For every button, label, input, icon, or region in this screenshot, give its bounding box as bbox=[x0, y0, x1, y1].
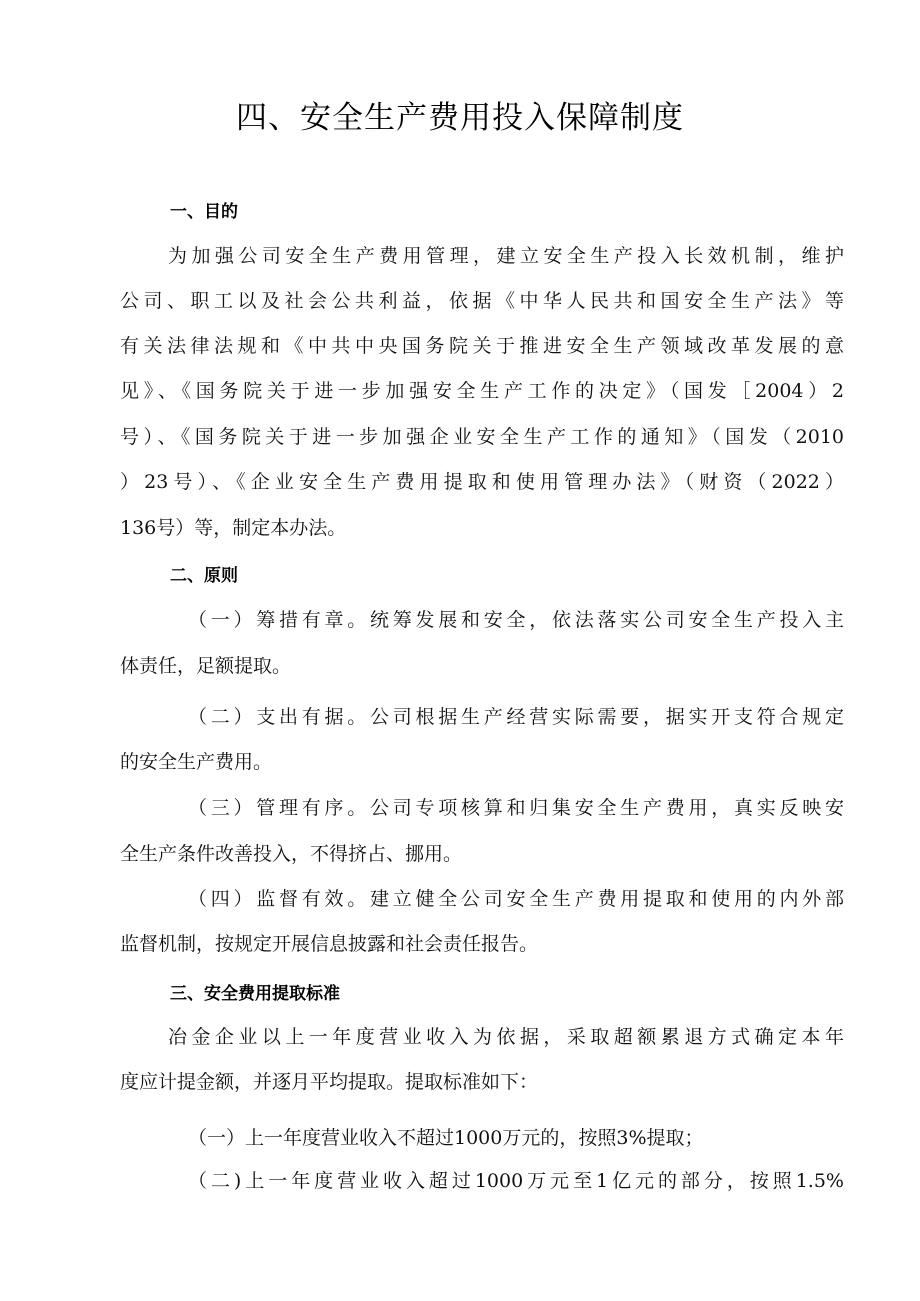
paragraph-line: 为加强公司安全生产费用管理，建立安全生产投入长效机制，维护 bbox=[168, 245, 844, 267]
paragraph-line: 冶金企业以上一年度营业收入为依据，采取超额累退方式确定本年 bbox=[168, 1026, 844, 1048]
section-heading-purpose: 一、目的 bbox=[170, 202, 238, 222]
paragraph-line: 号）、《国务院关于进一步加强企业安全生产工作的通知》（国发（2010 bbox=[120, 426, 844, 448]
paragraph-line: 体责任，足额提取。 bbox=[120, 655, 292, 677]
section-heading-principles: 二、原则 bbox=[170, 566, 238, 586]
paragraph-line: （二）支出有据。公司根据生产经营实际需要，据实开支符合规定 bbox=[188, 706, 844, 728]
paragraph-line: （四）监督有效。建立健全公司安全生产费用提取和使用的内外部 bbox=[188, 888, 844, 910]
paragraph-line: （二)上一年度营业收入超过1000万元至1亿元的部分，按照1.5% bbox=[188, 1170, 844, 1192]
paragraph-line: 见》、《国务院关于进一步加强安全生产工作的决定》（国发［2004）2 bbox=[120, 380, 844, 402]
paragraph-line: 136号）等，制定本办法。 bbox=[120, 517, 347, 539]
paragraph-line: （三）管理有序。公司专项核算和归集安全生产费用，真实反映安 bbox=[188, 797, 844, 819]
page-title: 四、安全生产费用投入保障制度 bbox=[236, 100, 684, 136]
paragraph-line: ）23号）、《企业安全生产费用提取和使用管理办法》（财资（2022） bbox=[120, 471, 844, 493]
paragraph-line: （一）上一年度营业收入不超过1000万元的，按照3%提取； bbox=[188, 1127, 704, 1149]
paragraph-line: 有关法律法规和《中共中央国务院关于推进安全生产领域改革发展的意 bbox=[120, 335, 844, 357]
paragraph-line: 公司、职工以及社会公共利益，依据《中华人民共和国安全生产法》等 bbox=[120, 290, 844, 312]
paragraph-line: 的安全生产费用。 bbox=[120, 751, 273, 773]
paragraph-line: 度应计提金额，并逐月平均提取。提取标准如下： bbox=[120, 1071, 539, 1093]
section-heading-standard: 三、安全费用提取标准 bbox=[170, 984, 340, 1004]
paragraph-line: 全生产条件改善投入，不得挤占、挪用。 bbox=[120, 843, 463, 865]
paragraph-line: 监督机制，按规定开展信息披露和社会责任报告。 bbox=[120, 933, 539, 955]
paragraph-line: （一）筹措有章。统筹发展和安全，依法落实公司安全生产投入主 bbox=[188, 609, 844, 631]
